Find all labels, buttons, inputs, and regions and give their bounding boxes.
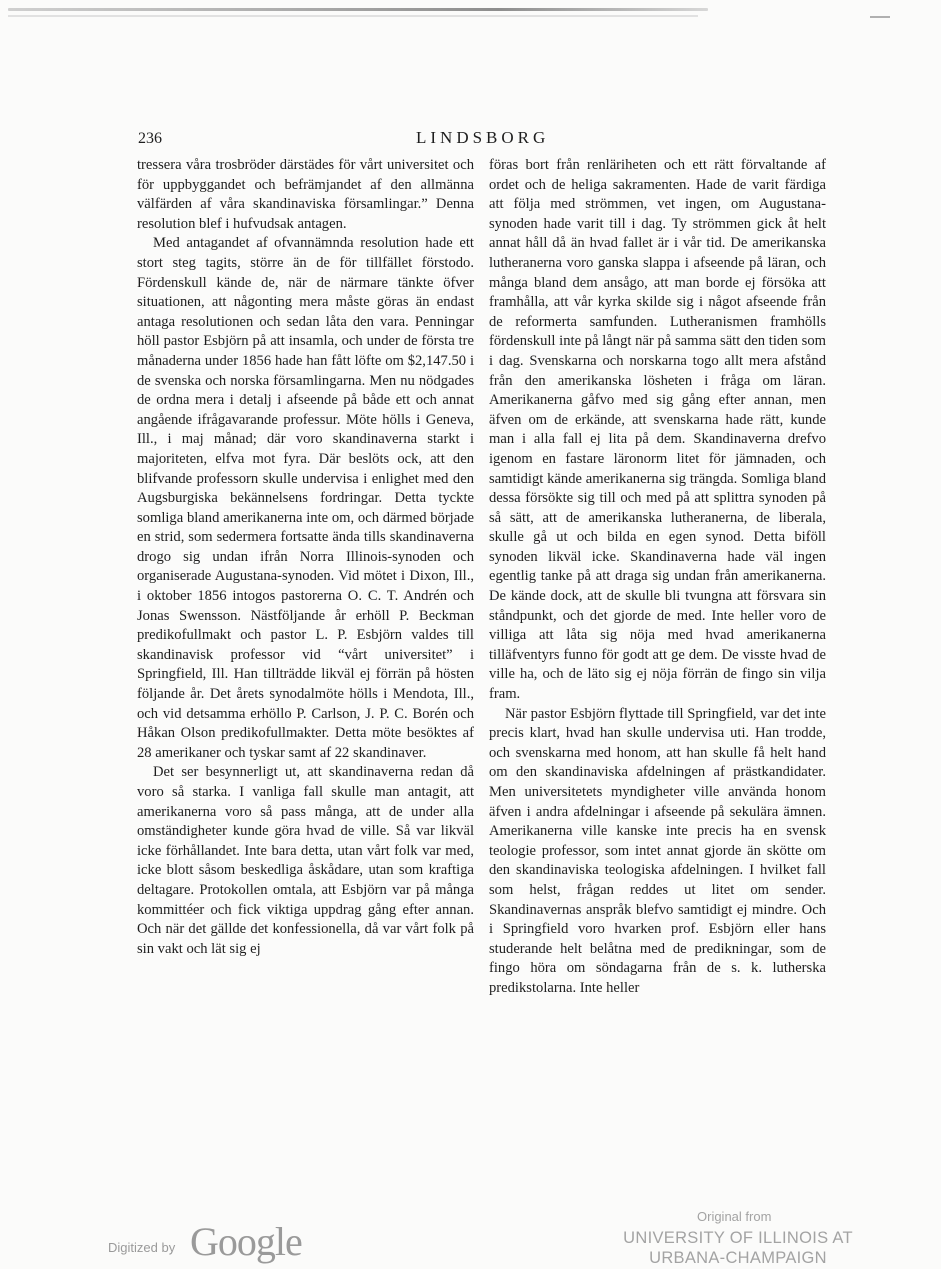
scan-edge-artifact-secondary xyxy=(8,15,698,17)
institution-name xyxy=(622,1228,854,1268)
page-number: 236 xyxy=(138,130,162,147)
paragraph: föras bort från renläriheten och ett rätt förvaltande af ordet och de heliga sakramenten. Hade de varit färdiga att följa med strömmen, vet ingen, om Augustana-synoden hade varit till i dag. Ty strömmen gick åt helt annat håll då än hvad fallet är i vår tid. De amerikanska lutheranerna voro ganska slappa i afseende på läran, och många bland dem ansågo, att man borde ej försöka att framhålla, att vår kyrka skilde sig i något afseende från de reformerta samfunden. Lutheranismen framhölls fördenskull inte på långt när på samma sätt den tiden som i dag. Svenskarna och norskarna togo allt mera afstånd från den amerikanska lösheten i fråga om läran. Amerikanerna gåfvo med sig gång efter annan, men äfven om de erkände, att svenskarna hade rätt, kunde man i alla fall ej lita på dem. Skandinaverna drefvo igenom en fastare läronorm litet för jämnaden, och samtidigt kände amerikanerna sig trängda. Somliga bland dessa försökte sig till och med på att splittra synoden på så sätt, att de amerikanska lutheranerna, de liberala, skulle gå ut och bilda en egen synod. Detta biföll synoden likväl icke. Skandinaverna hade väl ingen egentlig tanke på att draga sig undan från amerikanerna. De kände dock, att de skulle bli tvungna att försvara sin ståndpunkt, och det gjorde de med. Inte heller voro de villiga att låta sig nöja med hvad amerikanerna tilläfventyrs funno för godt att ge dem. De visste hvad de ville ha, och de läto sig ej nöja förrän de fingo sin vilja fram. xyxy=(489,157,826,703)
paragraph: När pastor Esbjörn flyttade till Springfield, var det inte precis klart, hvad han skulle undervisa uti. Han trodde, och svenskarna med honom, att han skulle få helt hand om den skandinaviska afdelningen af prästkandidater. Men universitetets myndigheter ville använda honom äfven i andra afdelningar i afseende på sekulära ämnen. Amerikanerna ville kanske inte precis ha en svensk teologie professor, som intet annat gjorde än skötte om den skandinaviska teologiska afdelningen. I hvilket fall som helst, frågan reddes ut litet om sender. Skandinavernas anspråk blefvo samtidigt ej mindre. Och i Springfield voro hvarken prof. Esbjörn eller hans studerande helt belåtna med de predikningar, som de fingo höra om söndagarna från de s. k. lutherska predikstolarna. Inte heller xyxy=(489,705,826,996)
running-head: LINDSBORG xyxy=(416,128,550,147)
digitized-by-label: Digitized by xyxy=(108,1240,176,1255)
google-logo: Google xyxy=(190,1219,302,1264)
paragraph: tressera våra trosbröder därstädes för vårt universitet och för uppbyggandet och befrämjandet af den allmänna välfärden af våra skandinaviska församlingar.” Denna resolution blef i hufvudsak antagen. xyxy=(137,157,474,232)
institution-line: URBANA-CHAMPAIGN xyxy=(649,1249,827,1267)
institution-line: UNIVERSITY OF ILLINOIS AT xyxy=(623,1229,853,1247)
paragraph: Med antagandet af ofvannämnda resolution hade ett stort steg tagits, större än de för tillfället förstodo. Fördenskull kände de, när de närmare tänkte öfver situationen, att någonting mera måste göras än endast antaga resolutionen och sedan låta den vara. Penningar höll pastor Esbjörn på att insamla, och under de första tre månaderna under 1856 hade han fått löfte om $2,147.50 i de svenska och norska församlingarna. Men nu nödgades de ordna mera i detalj i afseende på både ett och annat angående ifrågavarande professur. Möte hölls i Geneva, Ill., i maj månad; där voro skandinaverna starkt i majoriteten, elfva mot fyra. Där beslöts ock, att den blifvande professorn skulle undervisa i enlighet med den Augsburgiska bekännelsens fordringar. Detta tyckte somliga bland amerikanerna inte om, och därmed började en strid, som sedermera fortsatte ända tills skandinaverna drogo sig undan ifrån Norra Illinois-synoden och organiserade Augustana-synoden. Vid mötet i Dixon, Ill., i oktober 1856 intogos pastorerna O. C. T. Andrén och Jonas Swensson. Nästföljande år erhöll P. Beckman predikofullmakt och pastor L. P. Esbjörn valdes till skandinavisk professor vid “vårt universitet” i Springfield, Ill. Han tillträdde likväl ej förrän på hösten följande år. Det årets synodalmöte hölls i Mendota, Ill., och vid detsamma erhöllo P. Carlson, J. P. C. Borén och Håkan Olson predikofullmakter. Detta möte besöktes af 28 amerikaner och tyskar samt af 22 skandinaver. xyxy=(137,235,474,761)
right-column xyxy=(489,156,826,999)
scan-edge-artifact xyxy=(8,8,708,11)
left-column xyxy=(137,156,474,959)
original-from-label: Original from xyxy=(697,1209,772,1224)
scan-edge-tick xyxy=(870,16,890,18)
paragraph: Det ser besynnerligt ut, att skandinaverna redan då voro så starka. I vanliga fall skulle man antagit, att amerikanerna voro så pass många, att de under alla omständigheter kunde göra hvad de ville. Så var likväl icke förhållandet. Inte bara detta, utan vårt folk var med, icke blott såsom beskedliga åskådare, utan som kraftiga deltagare. Protokollen omtala, att Esbjörn var på många kommittéer och fick viktiga uppdrag gång efter annan. Och när det gällde det konfessionella, då var vårt folk på sin vakt och lät sig ej xyxy=(137,764,474,957)
